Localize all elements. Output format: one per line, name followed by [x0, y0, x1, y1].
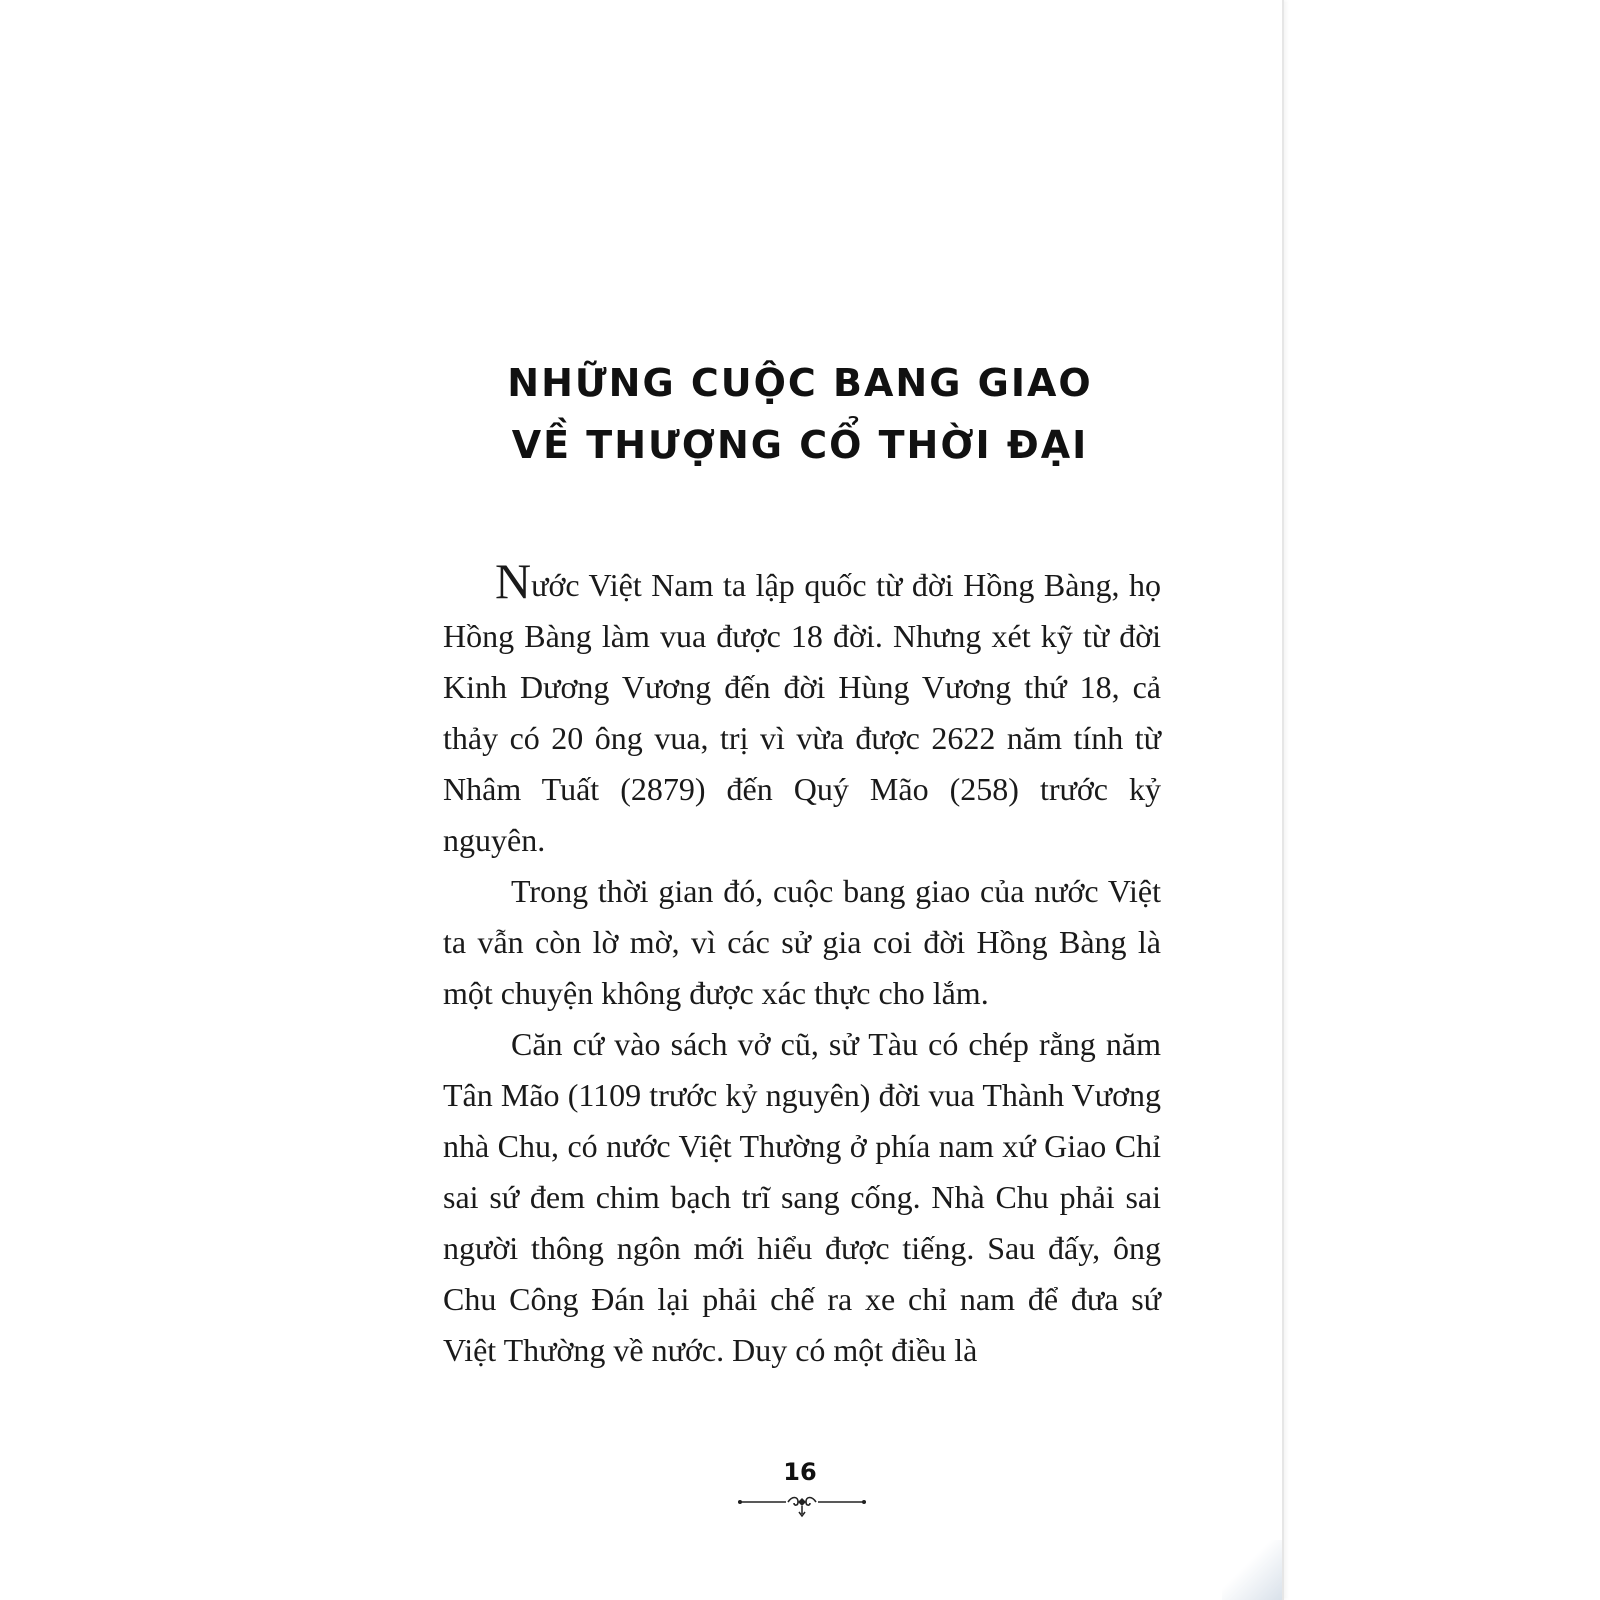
page-number: 16: [783, 1458, 817, 1486]
chapter-title: [440, 352, 1160, 476]
page-edge-shadow: [1222, 1540, 1282, 1600]
chapter-title-line-1: NHỮNG CUỘC BANG GIAO: [507, 361, 1093, 405]
paragraph-3: Căn cứ vào sách vở cũ, sử Tàu có chép rằng năm Tân Mão (1109 trước kỷ nguyên) đời vua Thành Vương nhà Chu, có nước Việt Thường ở phía nam xứ Giao Chỉ sai sứ đem chim bạch trĩ sang cống. Nhà Chu phải sai người thông ngôn mới hiểu được tiếng. Sau đấy, ông Chu Công Đán lại phải chế ra xe chỉ nam để đưa sứ Việt Thường về nước. Duy có một điều là: [443, 1026, 1161, 1368]
body-text: [443, 553, 1161, 1376]
paragraph-1: [443, 553, 1161, 866]
drop-cap: N: [495, 553, 532, 609]
paragraph-1-text: ước Việt Nam ta lập quốc từ đời Hồng Bàng, họ Hồng Bàng làm vua được 18 đời. Nhưng xét kỹ từ đời Kinh Dương Vương đến đời Hùng Vương thứ 18, cả thảy có 20 ông vua, trị vì vừa được 2622 năm tính từ Nhâm Tuất (2879) đến Quý Mão (258) trước kỷ nguyên.: [443, 567, 1161, 858]
paragraph-2: Trong thời gian đó, cuộc bang giao của nước Việt ta vẫn còn lờ mờ, vì các sử gia coi đời Hồng Bàng là một chuyện không được xác thực cho lắm.: [443, 873, 1161, 1011]
chapter-title-line-2: VỀ THƯỢNG CỔ THỜI ĐẠI: [511, 423, 1089, 467]
decorative-flourish-icon: [736, 1494, 868, 1518]
